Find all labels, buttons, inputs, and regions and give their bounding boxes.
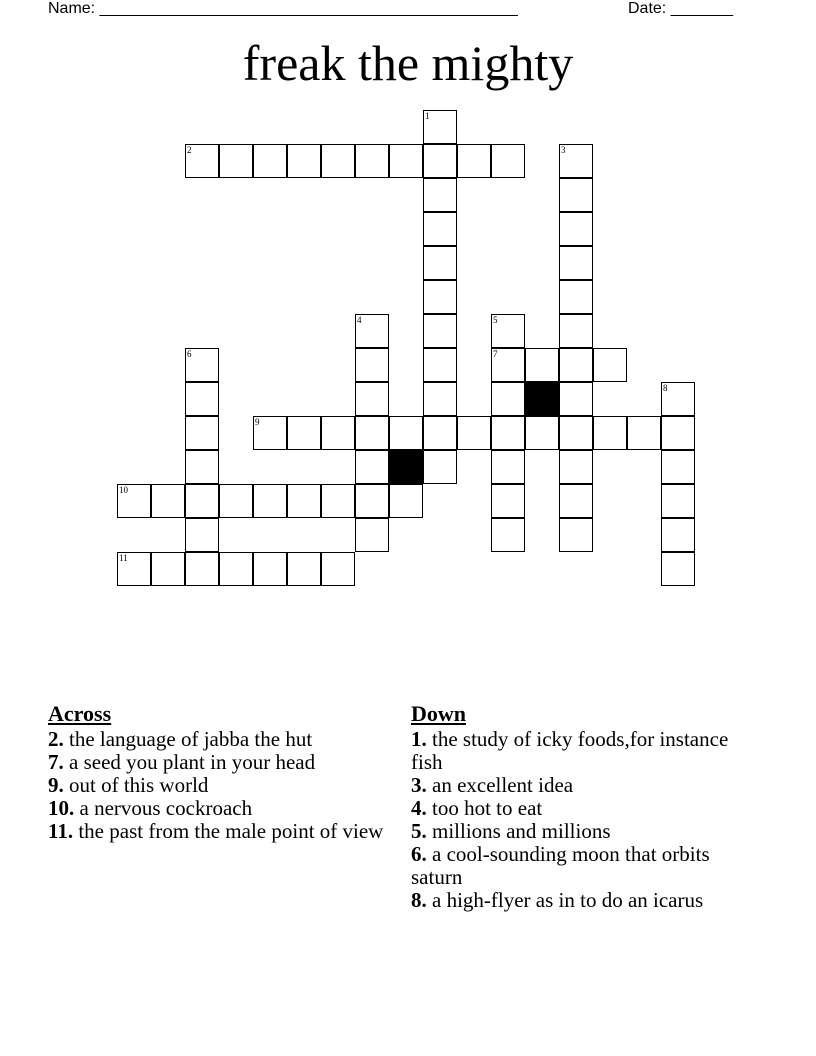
clue-text: the past from the male point of view [73,819,384,843]
grid-cell[interactable] [559,382,593,416]
cell-number: 4 [357,315,362,325]
down-clues [411,700,741,912]
down-heading: Down [411,701,467,726]
grid-cell[interactable] [287,144,321,178]
grid-cell[interactable] [287,484,321,518]
block-cell [389,450,423,484]
grid-cell[interactable] [559,518,593,552]
grid-cell[interactable] [321,484,355,518]
cell-number: 10 [119,485,128,495]
grid-cell[interactable] [117,552,151,586]
clue-number: 3. [411,773,427,797]
grid-cell[interactable] [661,416,695,450]
grid-cell[interactable] [423,450,457,484]
across-clues [48,700,388,843]
cell-number: 9 [255,417,260,427]
grid-cell[interactable] [253,484,287,518]
cell-number: 8 [663,383,668,393]
grid-cell[interactable] [219,144,253,178]
across-clue [48,728,388,751]
grid-cell[interactable] [389,416,423,450]
grid-cell[interactable] [219,484,253,518]
cell-number: 1 [425,111,430,121]
grid-cell[interactable] [423,416,457,450]
grid-cell[interactable] [491,382,525,416]
clue-text: the study of icky foods,for instance fish [411,727,729,774]
grid-cell[interactable] [593,416,627,450]
name-line: Name: _______________________________________________ [48,0,518,17]
grid-cell[interactable] [185,416,219,450]
grid-cell[interactable] [253,144,287,178]
grid-cell[interactable] [321,416,355,450]
grid-cell[interactable] [491,484,525,518]
grid-cell[interactable] [423,348,457,382]
grid-cell[interactable] [185,552,219,586]
grid-cell[interactable] [185,348,219,382]
grid-cell[interactable] [423,246,457,280]
grid-cell[interactable] [457,416,491,450]
across-clue [48,820,388,843]
grid-cell[interactable] [287,552,321,586]
down-clue [411,797,741,820]
grid-cell[interactable] [117,484,151,518]
grid-cell[interactable] [423,382,457,416]
grid-cell[interactable] [491,450,525,484]
grid-cell[interactable] [559,416,593,450]
grid-cell[interactable] [151,484,185,518]
grid-cell[interactable] [423,212,457,246]
grid-cell[interactable] [355,348,389,382]
clue-number: 9. [48,773,64,797]
grid-cell[interactable] [185,144,219,178]
cell-number: 6 [187,349,192,359]
clue-text: a seed you plant in your head [63,750,316,774]
grid-cell[interactable] [355,382,389,416]
grid-cell[interactable] [559,212,593,246]
down-clue [411,889,741,912]
grid-cell[interactable] [423,314,457,348]
down-clue [411,774,741,797]
grid-cell[interactable] [593,348,627,382]
grid-cell[interactable] [185,382,219,416]
grid-cell[interactable] [423,280,457,314]
grid-cell[interactable] [559,144,593,178]
clue-number: 11. [48,819,74,843]
down-clue [411,728,741,774]
clue-text: out of this world [63,773,209,797]
grid-cell[interactable] [661,484,695,518]
grid-cell[interactable] [491,314,525,348]
grid-cell[interactable] [253,416,287,450]
grid-cell[interactable] [253,552,287,586]
grid-cell[interactable] [559,280,593,314]
across-clue [48,797,388,820]
grid-cell[interactable] [661,382,695,416]
clue-number: 5. [411,819,427,843]
grid-cell[interactable] [287,416,321,450]
grid-cell[interactable] [219,552,253,586]
clue-number: 6. [411,842,427,866]
clue-text: a high-flyer as in to do an icarus [426,888,704,912]
grid-cell[interactable] [661,450,695,484]
grid-cell[interactable] [423,110,457,144]
grid-cell[interactable] [559,484,593,518]
grid-cell[interactable] [355,518,389,552]
grid-cell[interactable] [423,178,457,212]
grid-cell[interactable] [355,484,389,518]
block-cell [525,382,559,416]
clue-text: a nervous cockroach [74,796,253,820]
grid-cell[interactable] [525,416,559,450]
grid-cell[interactable] [355,144,389,178]
grid-cell[interactable] [457,144,491,178]
grid-cell[interactable] [355,450,389,484]
grid-cell[interactable] [185,450,219,484]
grid-cell[interactable] [491,144,525,178]
grid-cell[interactable] [491,518,525,552]
clue-number: 1. [411,727,427,751]
grid-cell[interactable] [559,348,593,382]
grid-cell[interactable] [355,314,389,348]
grid-cell[interactable] [661,552,695,586]
grid-cell[interactable] [491,348,525,382]
cell-number: 2 [187,145,192,155]
grid-cell[interactable] [389,144,423,178]
clue-number: 8. [411,888,427,912]
grid-cell[interactable] [661,518,695,552]
grid-cell[interactable] [491,416,525,450]
grid-cell[interactable] [525,348,559,382]
clue-number: 7. [48,750,64,774]
clue-text: too hot to eat [426,796,543,820]
grid-cell[interactable] [321,552,355,586]
grid-cell[interactable] [559,314,593,348]
down-clue-list [411,728,741,912]
grid-cell[interactable] [185,518,219,552]
date-line: Date: _______ [628,0,733,17]
grid-cell[interactable] [423,144,457,178]
clue-number: 10. [48,796,75,820]
grid-cell[interactable] [559,450,593,484]
grid-cell[interactable] [559,246,593,280]
puzzle-title: freak the mighty [242,35,574,91]
grid-cell[interactable] [185,484,219,518]
grid-cell[interactable] [151,552,185,586]
cell-number: 3 [561,145,566,155]
down-clue [411,843,741,889]
across-clue [48,774,388,797]
cell-number: 11 [119,553,128,563]
grid-cell[interactable] [389,484,423,518]
clue-number: 4. [411,796,427,820]
across-heading: Across [48,701,112,726]
across-clue-list [48,728,388,843]
grid-cell[interactable] [355,416,389,450]
grid-cell[interactable] [321,144,355,178]
grid-cell[interactable] [627,416,661,450]
clue-number: 2. [48,727,64,751]
clue-text: the language of jabba the hut [63,727,313,751]
clue-text: an excellent idea [426,773,574,797]
cell-number: 7 [493,349,498,359]
down-clue [411,820,741,843]
grid-cell[interactable] [559,178,593,212]
clue-text: a cool-sounding moon that orbits saturn [411,842,710,889]
cell-number: 5 [493,315,498,325]
across-clue [48,751,388,774]
clue-text: millions and millions [426,819,611,843]
